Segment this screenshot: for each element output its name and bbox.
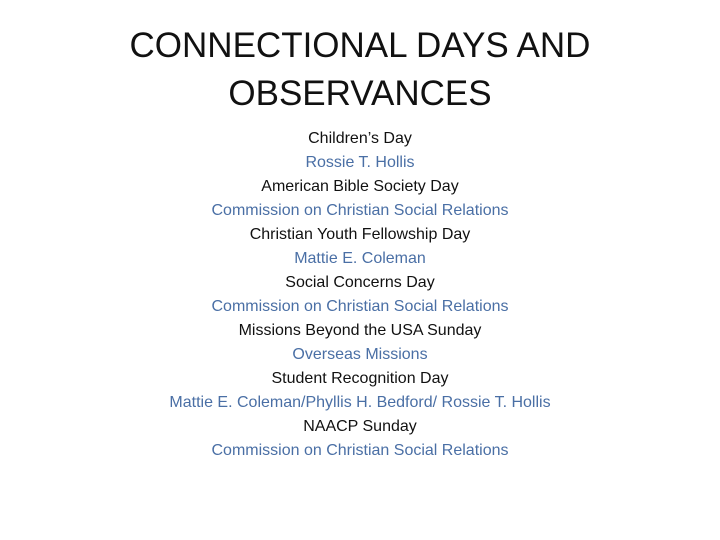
- observance-responsible: Mattie E. Coleman/Phyllis H. Bedford/ Rossie T. Hollis: [169, 394, 551, 411]
- observance-day-student-recognition-day: Student Recognition Day: [271, 370, 449, 387]
- observances-list: [40, 127, 680, 463]
- observance-responsible: Mattie E. Coleman: [294, 250, 426, 267]
- title-line-1: CONNECTIONAL DAYS AND: [129, 26, 591, 65]
- title-line-2: OBSERVANCES: [228, 74, 492, 113]
- observance-responsible: Commission on Christian Social Relations: [211, 442, 509, 459]
- observance-day-naacp-sunday: NAACP Sunday: [303, 418, 417, 435]
- observance-responsible: Overseas Missions: [292, 346, 428, 363]
- observance-responsible: Commission on Christian Social Relations: [211, 202, 509, 219]
- observance-responsible: Rossie T. Hollis: [305, 154, 415, 171]
- observance-day-childrens-day: Children’s Day: [308, 130, 412, 147]
- observance-day-social-concerns-day: Social Concerns Day: [285, 274, 435, 291]
- observance-day-christian-youth-fellowship-day: Christian Youth Fellowship Day: [249, 226, 471, 243]
- slide-title: [60, 22, 660, 118]
- observance-day-missions-beyond-usa-sunday: Missions Beyond the USA Sunday: [238, 322, 482, 339]
- observance-responsible: Commission on Christian Social Relations: [211, 298, 509, 315]
- observance-day-american-bible-society-day: American Bible Society Day: [261, 178, 459, 195]
